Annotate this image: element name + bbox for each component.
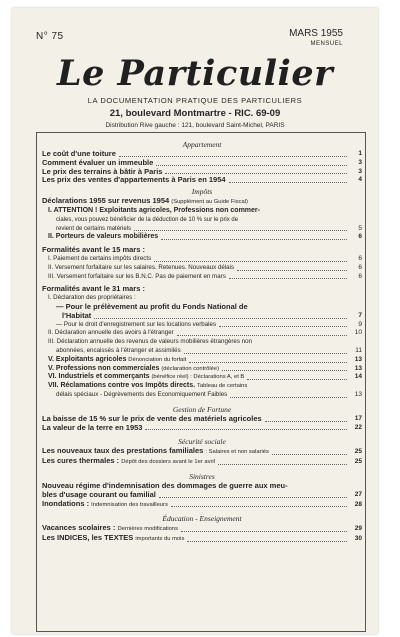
toc-entry[interactable]: VI. Industriels et commerçants (bénéfice réel) : Déclarations A, et B 14 xyxy=(48,373,362,381)
toc-entry[interactable]: VII. Réclamations contre vos Impôts directs. Tableau de certains xyxy=(48,382,248,390)
toc-entry[interactable]: II. Porteurs de valeurs mobilières 6 xyxy=(48,233,362,241)
publisher-address: 21, boulevard Montmartre - RIC. 69-09 xyxy=(109,108,281,119)
toc-entry[interactable]: I. ATTENTION ! Exploitants agricoles, Professions non commer- xyxy=(48,206,260,214)
toc-entry-continued: délais spéciaux - Dégrèvements des Economiquement Faibles 13 xyxy=(56,390,362,398)
toc-entry[interactable]: Les INDICES, les TEXTES importants du mois 30 xyxy=(42,533,362,543)
toc-entry-continued: bles d'usage courant ou familial 27 xyxy=(42,489,362,499)
toc-entry[interactable]: La valeur de la terre en 1953 22 xyxy=(42,422,362,432)
section-heading-education: Éducation - Enseignement xyxy=(162,514,242,524)
toc-entry-continued: ciales, vous pouvez bénéficier de la déduction de 10 % sur le prix de xyxy=(56,216,239,223)
toc-entry[interactable]: — Pour le droit d'enregistrement sur les locations verbales 9 xyxy=(56,320,362,328)
toc-entry[interactable]: La baisse de 15 % sur le prix de vente des matériels agricoles 17 xyxy=(42,413,362,423)
section-heading-appartement: Appartement xyxy=(182,140,222,149)
section-heading-fortune: Gestion de Fortune xyxy=(172,404,232,414)
table-of-contents xyxy=(42,138,362,544)
toc-subheading: Formalités avant le 31 mars : xyxy=(42,284,145,294)
issue-date xyxy=(289,28,343,50)
issue-month: MARS 1955 xyxy=(289,28,343,39)
toc-entry[interactable]: III. Déclaration annuelle des revenus de valeurs mobilières étrangères non xyxy=(48,338,252,346)
toc-entry[interactable]: V. Exploitants agricoles Dénonciation du forfait 13 xyxy=(48,355,362,363)
toc-entry[interactable]: Inondations : Indemnisation des travailleurs 28 xyxy=(42,498,362,508)
toc-entry[interactable]: Vacances scolaires : Dernières modifications 29 xyxy=(42,523,362,533)
section-heading-impots: Impôts xyxy=(191,187,213,197)
toc-entry[interactable]: III. Versement forfaitaire sur les B.N.C. Pas de paiement en mars 6 xyxy=(48,272,362,280)
toc-entry-continued: revient de certains matériels 5 xyxy=(56,224,362,232)
toc-entry[interactable]: II. Versement forfaitaire sur les salaires. Retenues. Nouveaux délais 6 xyxy=(48,263,362,271)
toc-entry[interactable]: Les nouveaux taux des prestations familiales : Salaires et non salariés 25 xyxy=(42,446,362,456)
toc-entry[interactable]: Nouveau régime d'indemnisation des dommages de guerre aux meu- xyxy=(42,480,288,490)
toc-subheading: Formalités avant le 15 mars : xyxy=(42,245,145,255)
toc-entry[interactable]: Le coût d'une toiture 1 xyxy=(42,149,362,158)
section-heading-securite: Sécurité sociale xyxy=(178,437,226,447)
toc-entry-continued: abonnées, encaissés à l'étranger et assimilés 11 xyxy=(56,346,362,354)
distribution-address: Distribution Rive gauche : 121, boulevard Saint-Michel, PARIS xyxy=(105,122,285,129)
magazine-title: Le Particulier xyxy=(56,53,334,94)
toc-entry[interactable]: Le prix des terrains à bâtir à Paris 3 xyxy=(42,166,362,176)
toc-entry[interactable]: V. Professions non commerciales (déclaration contrôlée) 13 xyxy=(48,364,362,372)
toc-entry[interactable]: I. Paiement de certains impôts directs 6 xyxy=(48,254,362,262)
toc-entry-continued: l'Habitat 7 xyxy=(62,310,362,320)
toc-entry[interactable]: II. Déclaration annuelle des avoirs à l'étranger 10 xyxy=(48,329,362,337)
toc-entry[interactable]: Comment évaluer un immeuble 3 xyxy=(42,157,362,167)
toc-entry[interactable]: Les prix des ventes d'appartements à Paris en 1954 4 xyxy=(42,175,362,185)
issue-number: N° 75 xyxy=(36,31,64,42)
section-heading-sinistres: Sinistres xyxy=(189,471,215,481)
toc-entry[interactable]: I. Déclaration des propriétaires : xyxy=(48,294,136,302)
toc-entry[interactable]: Déclarations 1955 sur revenus 1954 (Supplément au Guide Fiscal) xyxy=(42,196,248,206)
issue-frequency: MENSUEL xyxy=(310,41,343,47)
toc-entry[interactable]: Les cures thermales : Dépôt des dossiers avant le 1er avril 25 xyxy=(42,456,362,466)
toc-entry[interactable]: — Pour le prélèvement au profit du Fonds National de xyxy=(56,301,248,311)
magazine-subtitle: LA DOCUMENTATION PRATIQUE DES PARTICULIERS xyxy=(87,96,303,105)
